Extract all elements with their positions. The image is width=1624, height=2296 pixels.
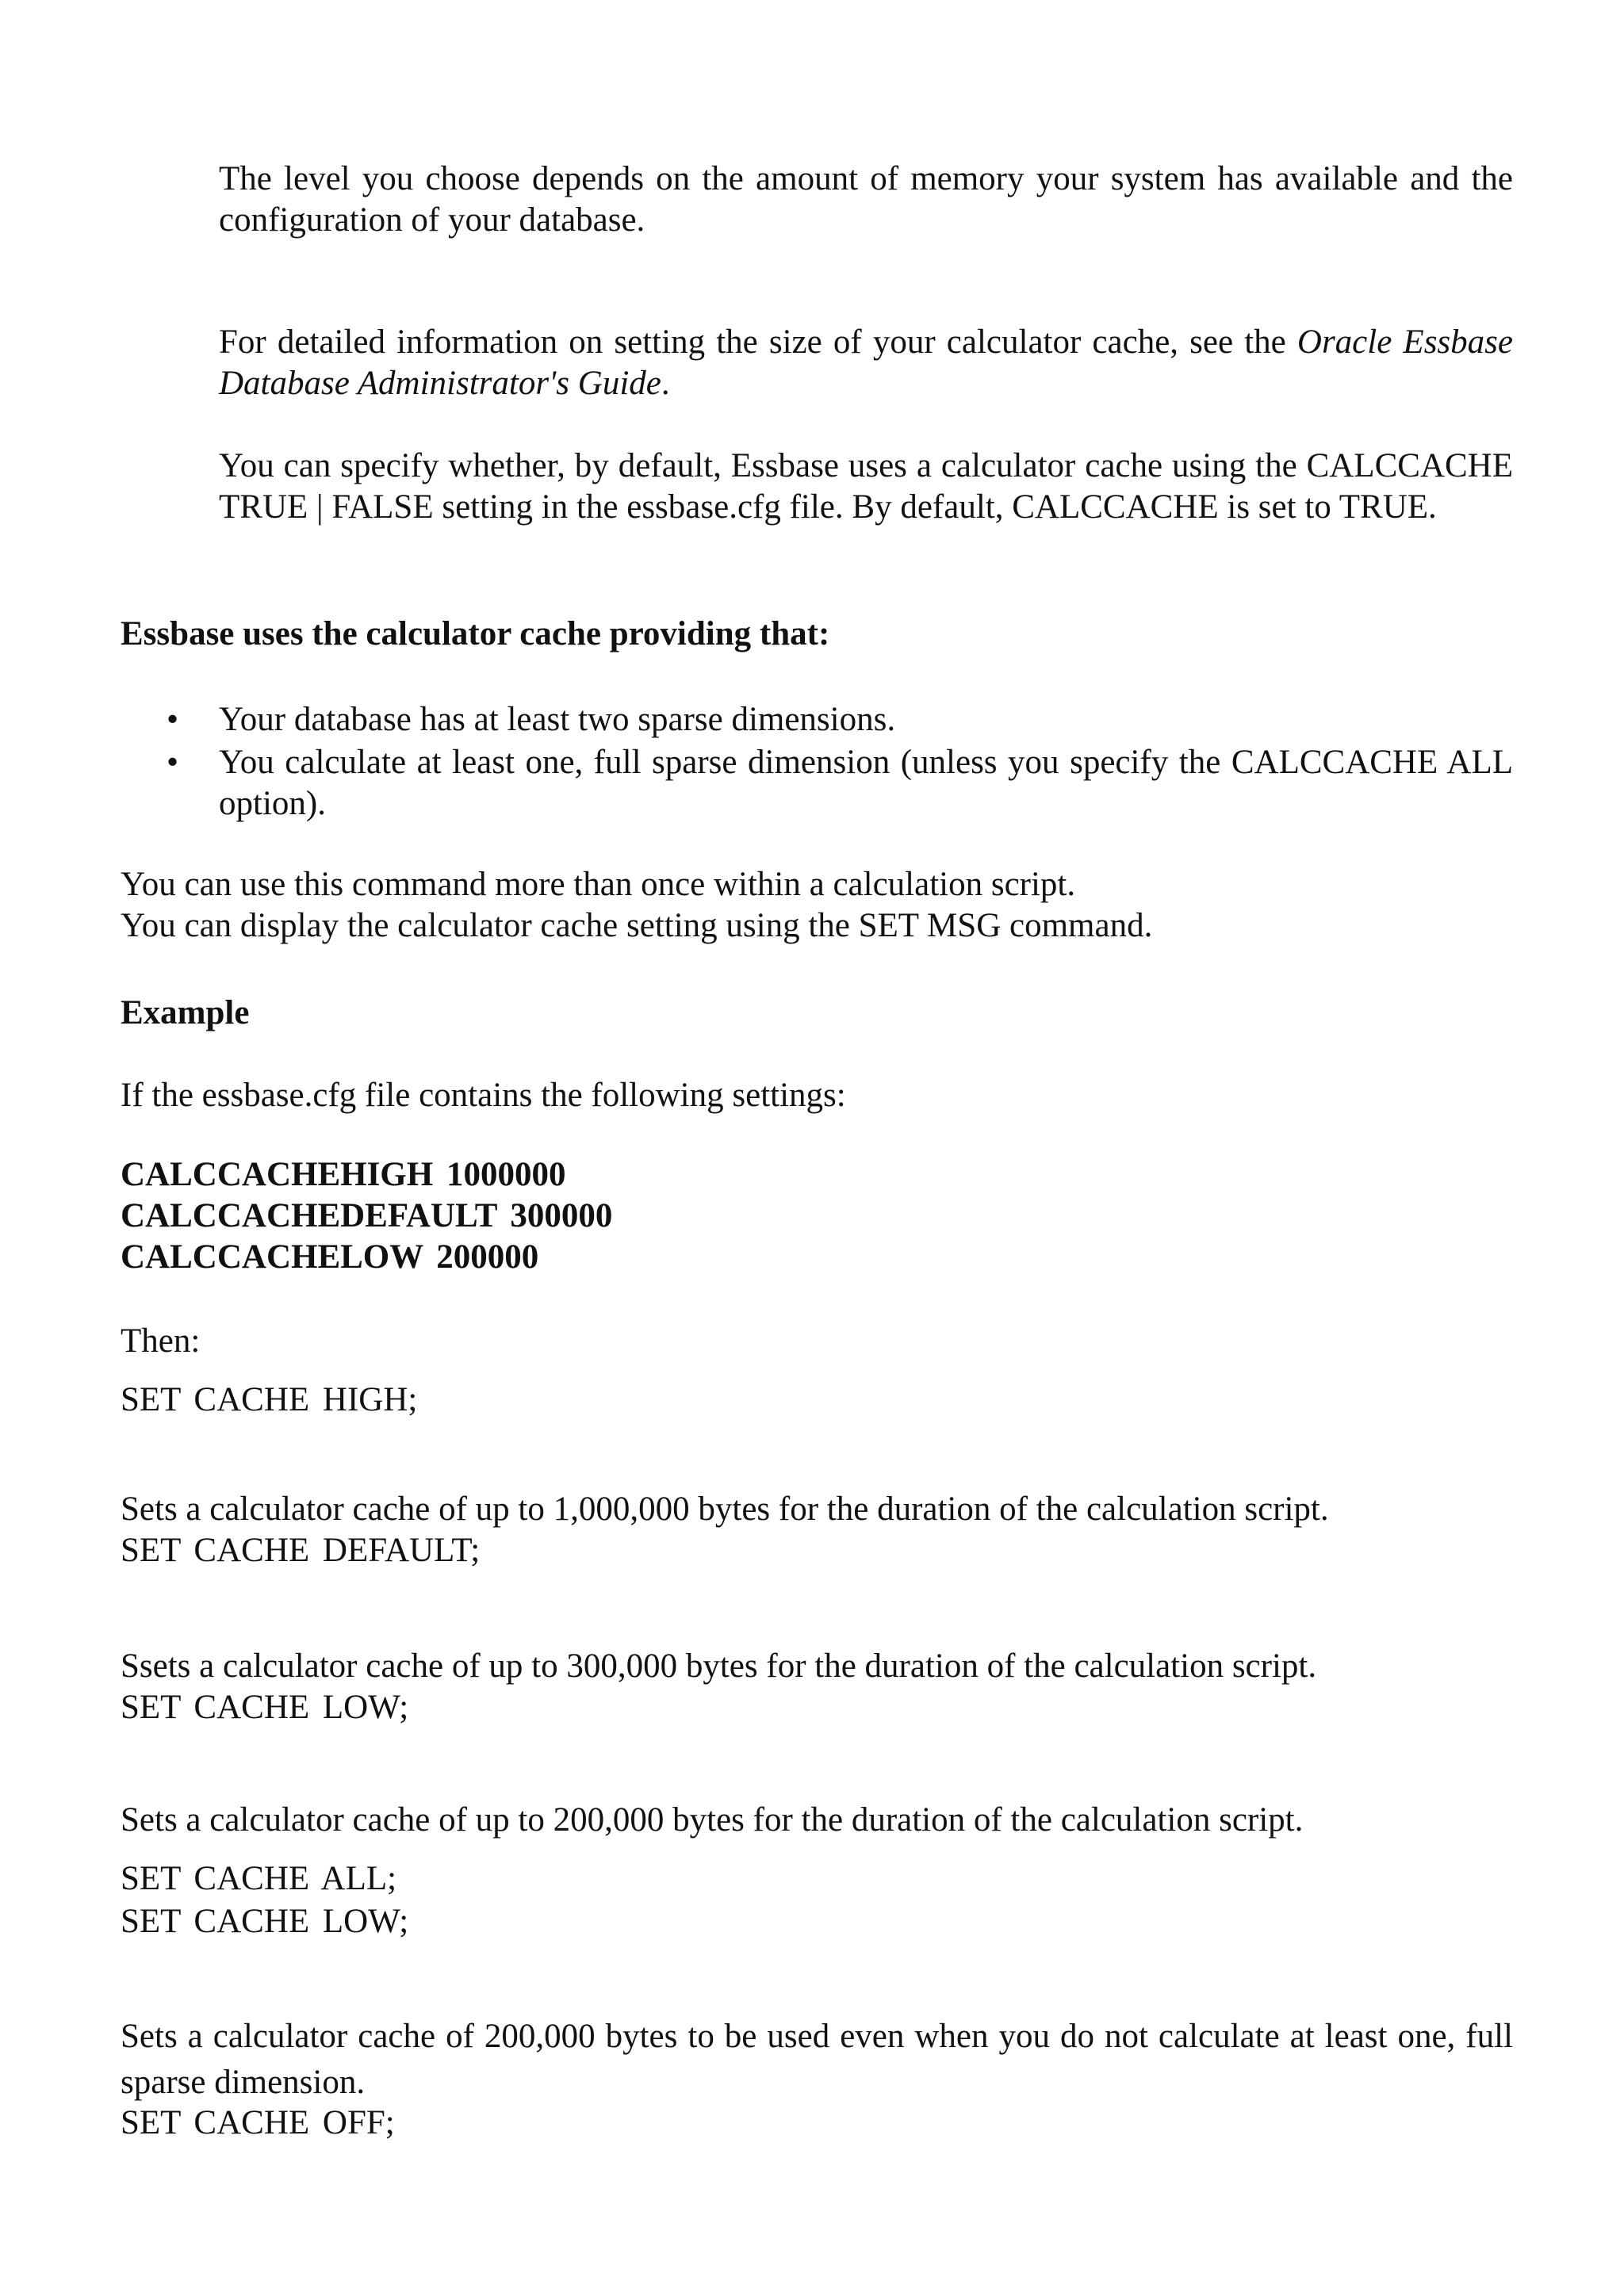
guide-title: Oracle Essbase Database Administrator's Guide: [219, 323, 1513, 402]
paragraph-cfg-intro: If the essbase.cfg file contains the following settings:: [121, 1077, 846, 1114]
bullet-icon: •: [167, 744, 179, 781]
providing-heading: Essbase uses the calculator cache providing that:: [121, 615, 830, 652]
bullet-text: Your database has at least two sparse dimensions.: [219, 701, 896, 738]
bullet-text: You calculate at least one, full sparse dimension (unless you specify the CALCCACHE ALL option).: [219, 744, 1513, 822]
then-label: Then:: [121, 1322, 201, 1360]
bullet-icon: •: [167, 701, 179, 738]
detailed-info-suffix: .: [661, 365, 670, 402]
paragraph-use-more-than-once: You can use this command more than once within a calculation script.: [121, 866, 1076, 903]
desc-set-cache-all-low: Sets a calculator cache of 200,000 bytes to be used even when you do not calculate at least one, full sparse dimension.: [121, 2018, 1513, 2101]
paragraph-calccache-default: You can specify whether, by default, Essbase uses a calculator cache using the CALCCACHE TRUE | FALSE setting in the essbase.cfg file. By default, CALCCACHE is set to TRUE.: [219, 447, 1513, 526]
cfg-setting-low: CALCCACHELOW 200000: [121, 1238, 539, 1276]
code-set-cache-off: SET CACHE OFF;: [121, 2104, 395, 2141]
cfg-setting-default: CALCCACHEDEFAULT 300000: [121, 1197, 613, 1234]
example-heading: Example: [121, 994, 250, 1031]
paragraph-detailed-info: [219, 322, 1513, 404]
code-set-cache-low-2: SET CACHE LOW;: [121, 1903, 409, 1940]
paragraph-display-setting: You can display the calculator cache setting using the SET MSG command.: [121, 907, 1153, 944]
code-set-cache-high: SET CACHE HIGH;: [121, 1381, 418, 1418]
desc-set-cache-high: Sets a calculator cache of up to 1,000,000 bytes for the duration of the calculation script.: [121, 1490, 1329, 1528]
paragraph-level-intro: The level you choose depends on the amount of memory your system has available and the configuration of your database.: [219, 160, 1513, 239]
code-set-cache-all: SET CACHE ALL;: [121, 1860, 397, 1897]
code-set-cache-low: SET CACHE LOW;: [121, 1689, 409, 1726]
code-set-cache-default: SET CACHE DEFAULT;: [121, 1532, 481, 1569]
desc-set-cache-low: Sets a calculator cache of up to 200,000 bytes for the duration of the calculation script.: [121, 1801, 1304, 1839]
desc-set-cache-default: Ssets a calculator cache of up to 300,000 bytes for the duration of the calculation script.: [121, 1647, 1317, 1685]
detailed-info-prefix: For detailed information on setting the size of your calculator cache, see the: [219, 323, 1297, 361]
cfg-setting-high: CALCCACHEHIGH 1000000: [121, 1156, 566, 1193]
